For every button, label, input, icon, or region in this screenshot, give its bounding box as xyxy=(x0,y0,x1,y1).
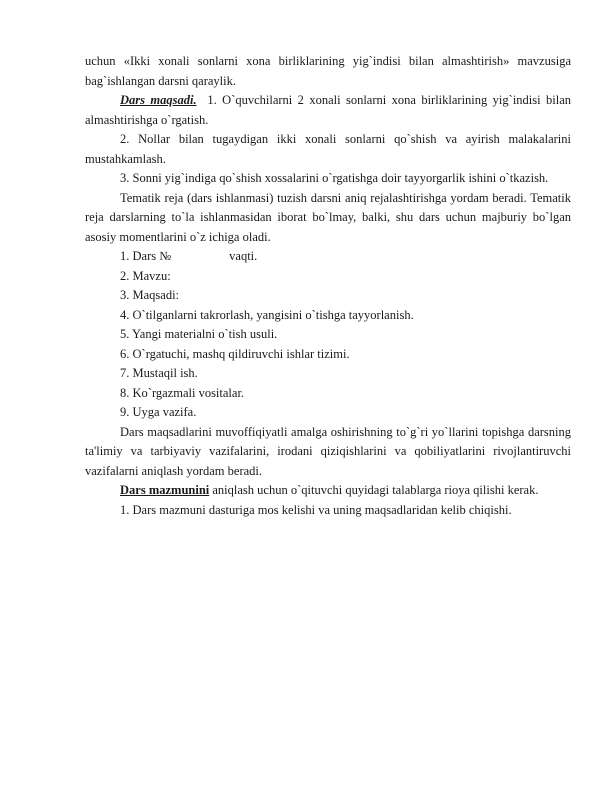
mazmun-heading: Dars mazmunini xyxy=(120,483,210,497)
goal-heading: Dars maqsadi. xyxy=(120,93,197,107)
tematik-paragraph: Tematik reja (dars ishlanmasi) tuzish darsni aniq rejalashtirishga yordam beradi. Tematik reja darslarning to`la ishlanmasidan iborat bo`lmay, balki, shu dars uchun majburiy bo`lgan asosiy momentlarini o`z ichiga oladi. xyxy=(85,190,571,244)
document-page xyxy=(85,52,571,520)
last-item: 1. Dars mazmuni dasturiga mos kelishi va uning maqsadlaridan kelib chiqishi. xyxy=(120,502,512,517)
plan-item: 8. Ko`rgazmali vositalar. xyxy=(120,385,245,400)
goal-3-paragraph: 3. Sonni yig`indiga qo`shish xossalarini o`rgatishga doir tayyorgarlik ishini o`tkazish. xyxy=(120,171,549,185)
plan-item: 2. Mavzu: xyxy=(120,268,171,283)
plan-item-1-time: vaqti. xyxy=(229,249,258,263)
goal-1-paragraph xyxy=(85,91,571,130)
plan-item: 4. O`tilganlarni takrorlash, yangisini o`tishga tayyorlanish. xyxy=(120,307,414,322)
mazmun-text: aniqlash uchun o`qituvchi quyidagi talablarga rioya qilishi kerak. xyxy=(209,483,539,497)
plan-item: 3. Maqsadi: xyxy=(120,288,180,302)
plan-item: 9. Uyga vazifa. xyxy=(120,405,197,419)
plan-item: 7. Mustaqil ish. xyxy=(120,366,198,380)
intro-paragraph: uchun «Ikki xonali sonlarni xona birliklarining yig`indisi bilan almashtirish» mavzusiga bag`ishlangan darsni qaraylik. xyxy=(85,54,571,88)
goal-1-text: 1. O`quvchilarni 2 xonali sonlarni xona birliklarining yig`indisi bilan almashtirishga o`rgatish. xyxy=(85,93,571,127)
mazmun-paragraph xyxy=(85,481,571,501)
maqsad-paragraph: Dars maqsadlarini muvoffiqiyatli amalga oshirishning to`g`ri yo`llarini topishga darsning ta'limiy va tarbiyaviy vazifalarini, irodani qiziqishlarini va qobiliyatlarini rivojlantiruvchi vazifalarni aniqlash yordam beradi. xyxy=(85,424,571,478)
goal-2-paragraph: 2. Nollar bilan tugaydigan ikki xonali sonlarni qo`shish va ayirish malakalarini mustahkamlash. xyxy=(85,132,571,166)
plan-item-1 xyxy=(85,247,571,267)
plan-item-1-number: 1. Dars № xyxy=(120,249,172,263)
plan-item: 5. Yangi materialni o`tish usuli. xyxy=(120,327,278,341)
plan-item: 6. O`rgatuchi, mashq qildiruvchi ishlar tizimi. xyxy=(120,346,350,361)
